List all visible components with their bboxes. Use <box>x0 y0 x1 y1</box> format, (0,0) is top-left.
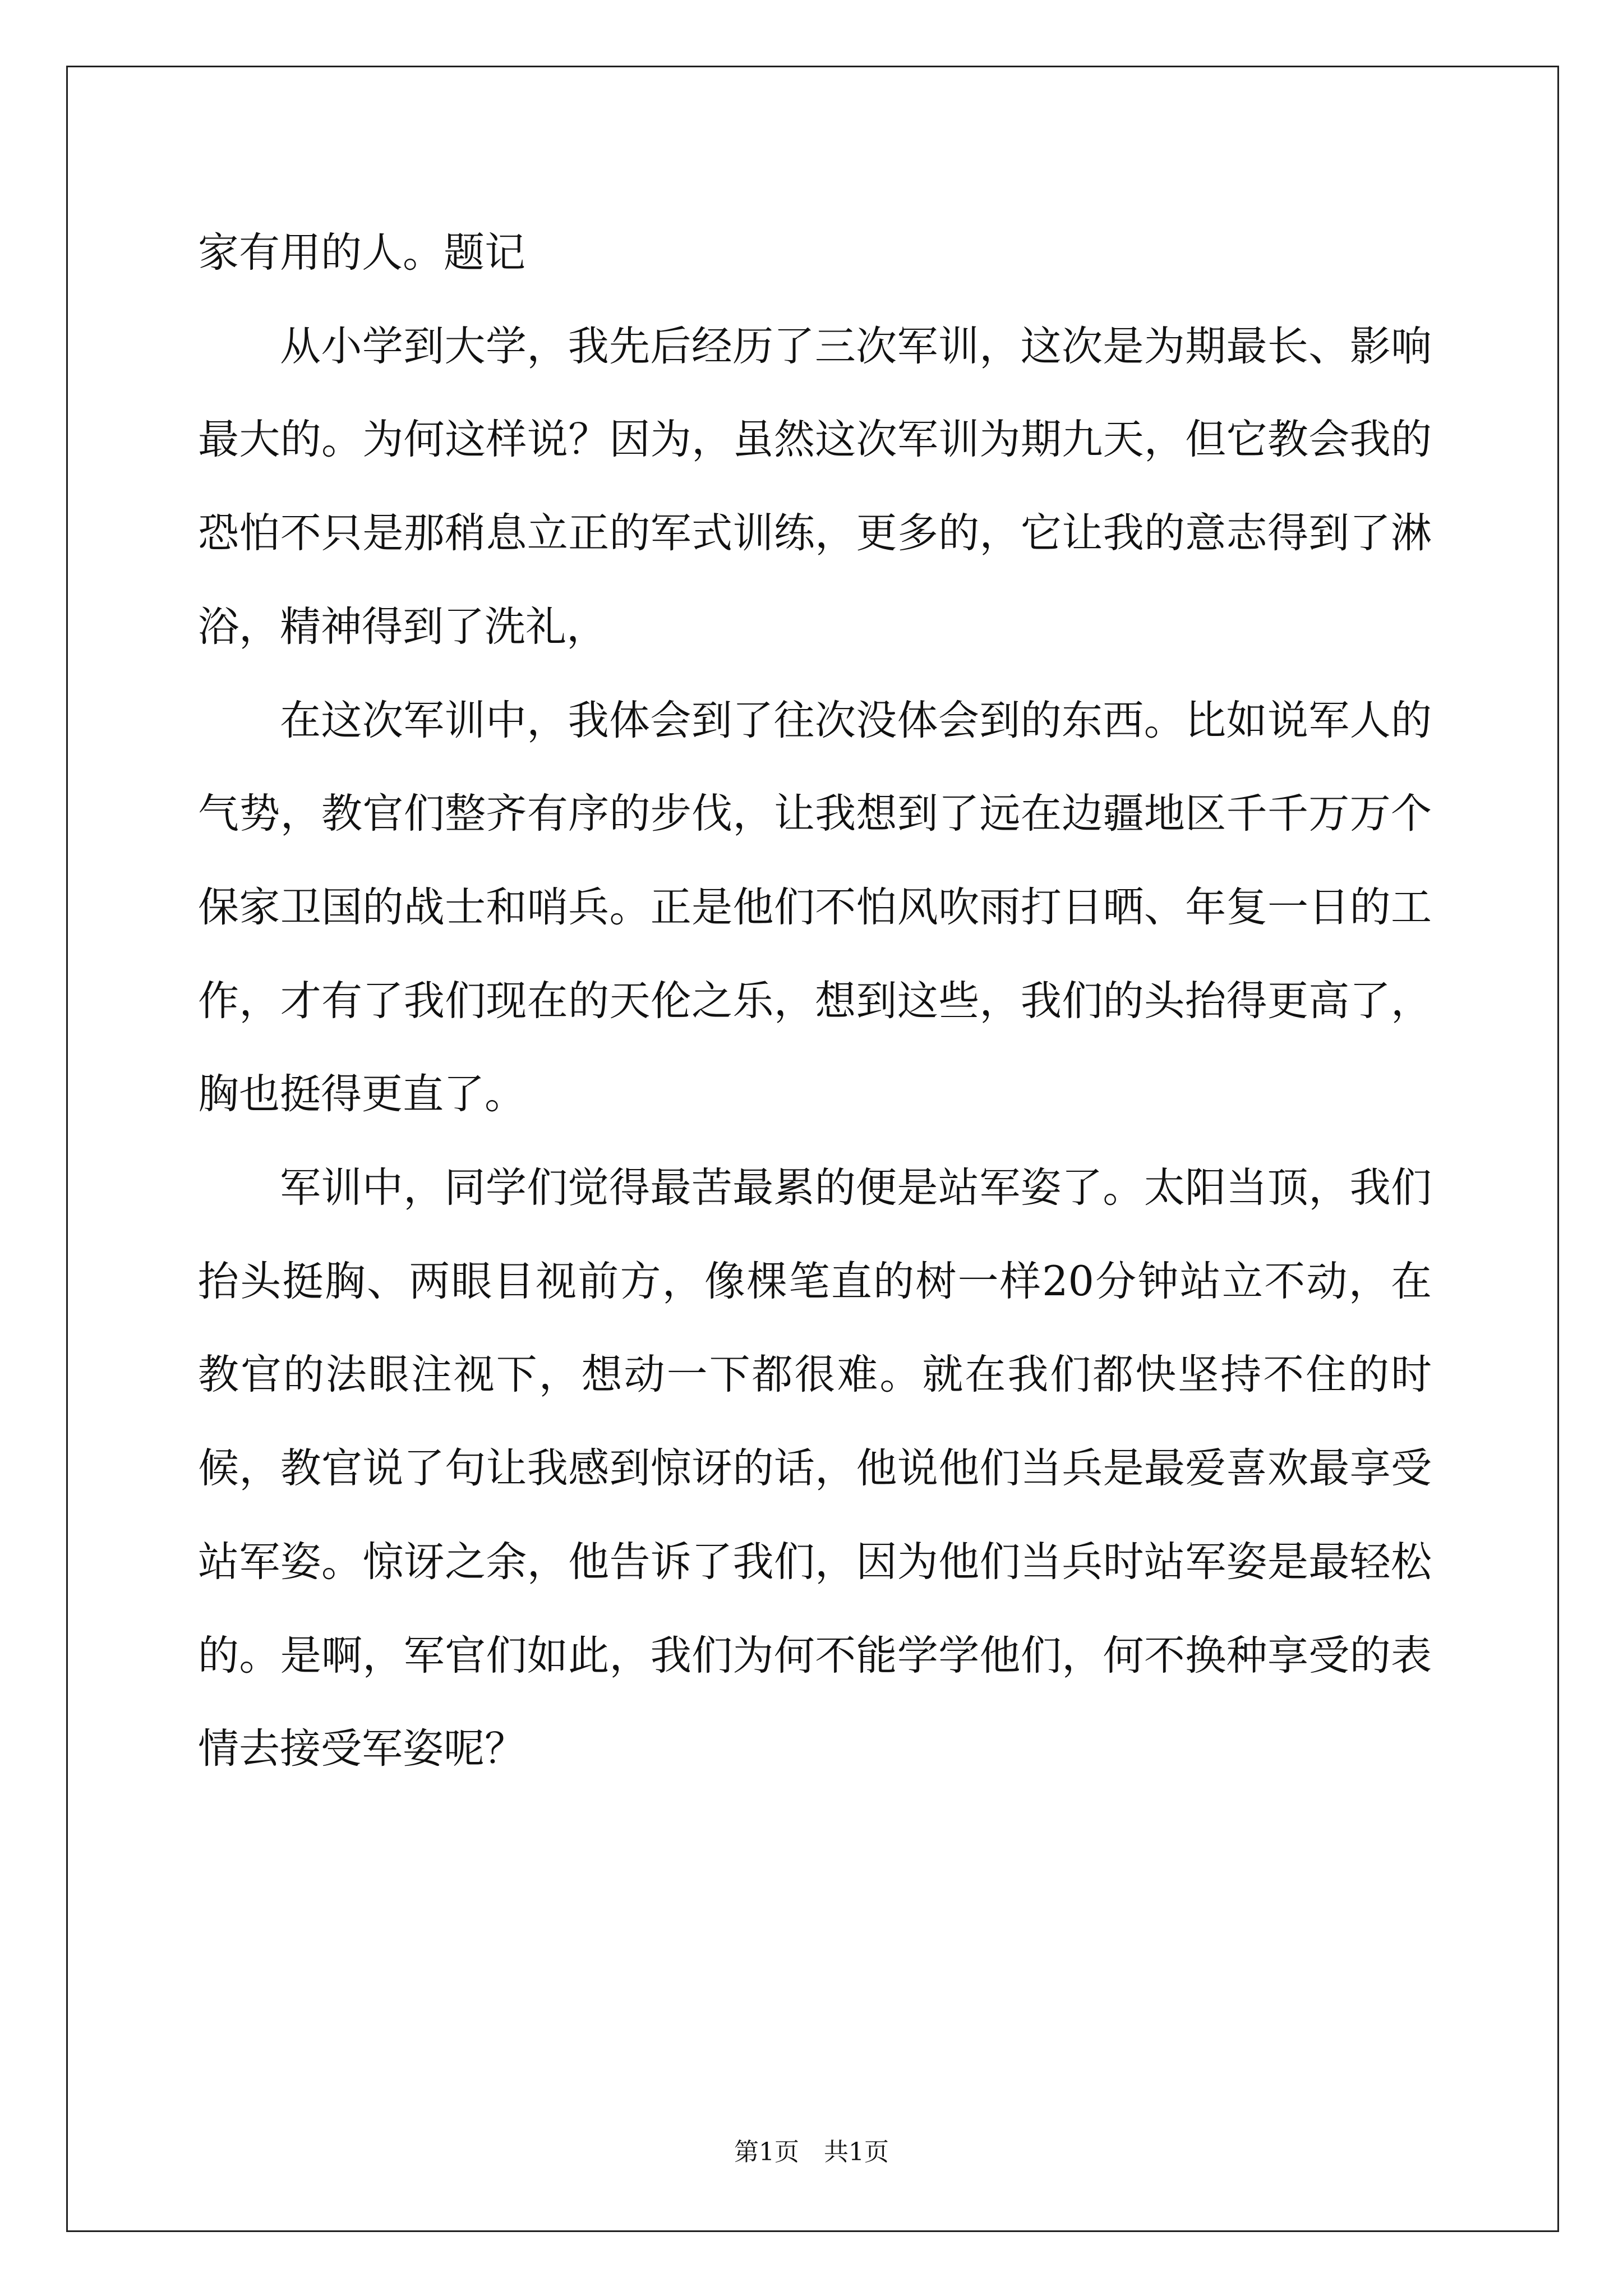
paragraph-4: 军训中，同学们觉得最苦最累的便是站军姿了。太阳当顶，我们抬头挺胸、两眼目视前方，像棵笔直的树一样20分钟站立不动，在教官的法眼注视下，想动一下都很难。就在我们都快坚持不住的时候，教官说了句让我感到惊讶的话，他说他们当兵是最爱喜欢最享受站军姿。惊讶之余，他告诉了我们，因为他们当兵时站军姿是最轻松的。是啊，军官们如此，我们为何不能学学他们，何不换种享受的表情去接受军姿呢？ <box>198 1164 1432 1773</box>
document-body <box>198 206 1432 1796</box>
page-footer: 第1页 共1页 <box>734 2138 889 2166</box>
paragraph-2: 从小学到大学，我先后经历了三次军训，这次是为期最长、影响最大的。为何这样说？因为，虽然这次军训为期九天，但它教会我的恐怕不只是那稍息立正的军式训练，更多的，它让我的意志得到了淋浴，精神得到了洗礼， <box>198 322 1432 651</box>
paragraph-1: 家有用的人。题记 <box>198 229 525 277</box>
paragraph-3: 在这次军训中，我体会到了往次没体会到的东西。比如说军人的气势，教官们整齐有序的步伐，让我想到了远在边疆地区千千万万个保家卫国的战士和哨兵。正是他们不怕风吹雨打日晒、年复一日的工作，才有了我们现在的天伦之乐，想到这些，我们的头抬得更高了，胸也挺得更直了。 <box>198 696 1432 1119</box>
